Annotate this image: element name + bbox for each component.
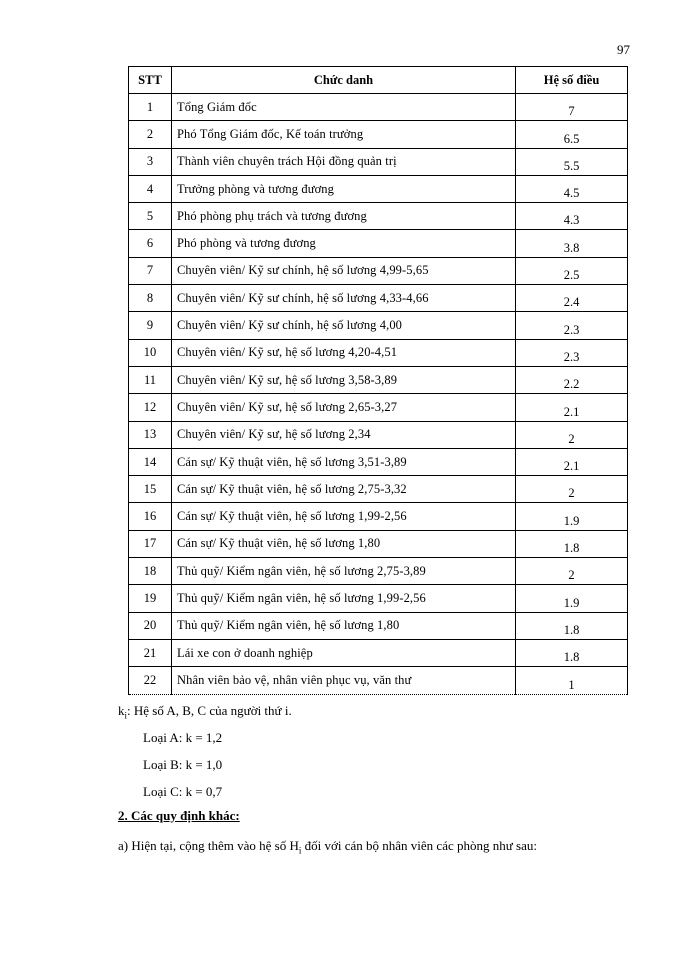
table-row: [129, 203, 628, 230]
row-coefficient: 4.5: [516, 175, 628, 202]
row-title: Trưởng phòng và tương đương: [172, 175, 516, 202]
section-heading: 2. Các quy định khác:: [118, 808, 240, 823]
row-title: Chuyên viên/ Kỹ sư chính, hệ số lương 4,00: [172, 312, 516, 339]
row-title: Tổng Giám đốc: [172, 94, 516, 121]
row-coefficient: 1.8: [516, 530, 628, 557]
row-coefficient: 2.3: [516, 312, 628, 339]
table-row: [129, 639, 628, 666]
row-coefficient: 2.3: [516, 339, 628, 366]
page-number: 97: [617, 42, 630, 57]
table-row: [129, 558, 628, 585]
row-stt: 22: [129, 667, 172, 694]
loai-a-line: Loại A: k = 1,2: [143, 730, 223, 745]
row-title: Chuyên viên/ Kỹ sư, hệ số lương 4,20-4,51: [172, 339, 516, 366]
row-title: Chuyên viên/ Kỹ sư chính, hệ số lương 4,33-4,66: [172, 285, 516, 312]
row-title: Chuyên viên/ Kỹ sư, hệ số lương 2,65-3,27: [172, 394, 516, 421]
row-coefficient: 1.9: [516, 585, 628, 612]
header-stt: STT: [129, 67, 172, 94]
paragraph-a: [118, 838, 537, 856]
row-coefficient: 1: [516, 667, 628, 694]
row-coefficient: 4.3: [516, 203, 628, 230]
row-coefficient: 2: [516, 421, 628, 448]
table-row: [129, 366, 628, 393]
para-a-prefix: a) Hiện tại, cộng thêm vào hệ số H: [118, 838, 299, 853]
k-symbol: k: [118, 703, 125, 718]
row-stt: 7: [129, 257, 172, 284]
row-stt: 17: [129, 530, 172, 557]
row-stt: 11: [129, 366, 172, 393]
table-row: [129, 476, 628, 503]
loai-c-line: Loại C: k = 0,7: [143, 784, 223, 799]
table-row: [129, 94, 628, 121]
row-title: Phó phòng và tương đương: [172, 230, 516, 257]
row-coefficient: 7: [516, 94, 628, 121]
row-title: Cán sự/ Kỹ thuật viên, hệ số lương 2,75-3,32: [172, 476, 516, 503]
row-title: Cán sự/ Kỹ thuật viên, hệ số lương 3,51-3,89: [172, 448, 516, 475]
table-row: [129, 612, 628, 639]
row-coefficient: 1.8: [516, 639, 628, 666]
table-row: [129, 148, 628, 175]
row-title: Nhân viên bảo vệ, nhân viên phục vụ, văn thư: [172, 667, 516, 694]
row-coefficient: 3.8: [516, 230, 628, 257]
row-coefficient: 5.5: [516, 148, 628, 175]
header-title: Chức danh: [172, 67, 516, 94]
table-row: [129, 285, 628, 312]
row-title: Cán sự/ Kỹ thuật viên, hệ số lương 1,99-2,56: [172, 503, 516, 530]
row-stt: 10: [129, 339, 172, 366]
row-title: Chuyên viên/ Kỹ sư chính, hệ số lương 4,99-5,65: [172, 257, 516, 284]
row-title: Cán sự/ Kỹ thuật viên, hệ số lương 1,80: [172, 530, 516, 557]
row-stt: 2: [129, 121, 172, 148]
row-title: Thủ quỹ/ Kiểm ngân viên, hệ số lương 1,80: [172, 612, 516, 639]
row-stt: 20: [129, 612, 172, 639]
row-title: Thủ quỹ/ Kiểm ngân viên, hệ số lương 2,75-3,89: [172, 558, 516, 585]
row-title: Thủ quỹ/ Kiểm ngân viên, hệ số lương 1,99-2,56: [172, 585, 516, 612]
row-coefficient: 2.4: [516, 285, 628, 312]
row-coefficient: 2.1: [516, 394, 628, 421]
loai-b-line: Loại B: k = 1,0: [143, 757, 223, 772]
table-header-row: [129, 67, 628, 94]
row-stt: 18: [129, 558, 172, 585]
table-row: [129, 503, 628, 530]
row-stt: 14: [129, 448, 172, 475]
row-stt: 3: [129, 148, 172, 175]
row-stt: 6: [129, 230, 172, 257]
row-stt: 5: [129, 203, 172, 230]
row-coefficient: 1.8: [516, 612, 628, 639]
row-title: Chuyên viên/ Kỹ sư, hệ số lương 2,34: [172, 421, 516, 448]
table-row: [129, 530, 628, 557]
table-row: [129, 339, 628, 366]
para-a-subscript: i: [298, 845, 302, 856]
table-row: [129, 394, 628, 421]
row-stt: 9: [129, 312, 172, 339]
table-row: [129, 257, 628, 284]
row-stt: 16: [129, 503, 172, 530]
row-title: Lái xe con ở doanh nghiệp: [172, 639, 516, 666]
k-description: : Hệ số A, B, C của người thứ i.: [127, 703, 292, 718]
row-title: Phó Tổng Giám đốc, Kế toán trưởng: [172, 121, 516, 148]
row-title: Thành viên chuyên trách Hội đồng quản trị: [172, 148, 516, 175]
row-coefficient: 2.2: [516, 366, 628, 393]
row-title: Chuyên viên/ Kỹ sư, hệ số lương 3,58-3,89: [172, 366, 516, 393]
table-body: [129, 94, 628, 695]
row-coefficient: 2: [516, 476, 628, 503]
k-note: [118, 703, 292, 721]
row-stt: 1: [129, 94, 172, 121]
row-coefficient: 2: [516, 558, 628, 585]
row-coefficient: 2.1: [516, 448, 628, 475]
k-subscript: i: [124, 710, 128, 721]
row-title: Phó phòng phụ trách và tương đương: [172, 203, 516, 230]
table-row: [129, 230, 628, 257]
row-stt: 4: [129, 175, 172, 202]
row-stt: 8: [129, 285, 172, 312]
row-stt: 15: [129, 476, 172, 503]
table-row: [129, 448, 628, 475]
row-stt: 21: [129, 639, 172, 666]
coefficient-table: [128, 66, 628, 695]
row-stt: 19: [129, 585, 172, 612]
table-row: [129, 175, 628, 202]
table-row: [129, 421, 628, 448]
row-coefficient: 2.5: [516, 257, 628, 284]
table-row: [129, 121, 628, 148]
para-a-suffix: đối với cán bộ nhân viên các phòng như sau:: [301, 838, 537, 853]
row-stt: 13: [129, 421, 172, 448]
row-coefficient: 1.9: [516, 503, 628, 530]
table-row: [129, 585, 628, 612]
row-stt: 12: [129, 394, 172, 421]
row-coefficient: 6.5: [516, 121, 628, 148]
table-row: [129, 667, 628, 694]
table-row: [129, 312, 628, 339]
header-coefficient: Hệ số điều: [516, 67, 628, 94]
